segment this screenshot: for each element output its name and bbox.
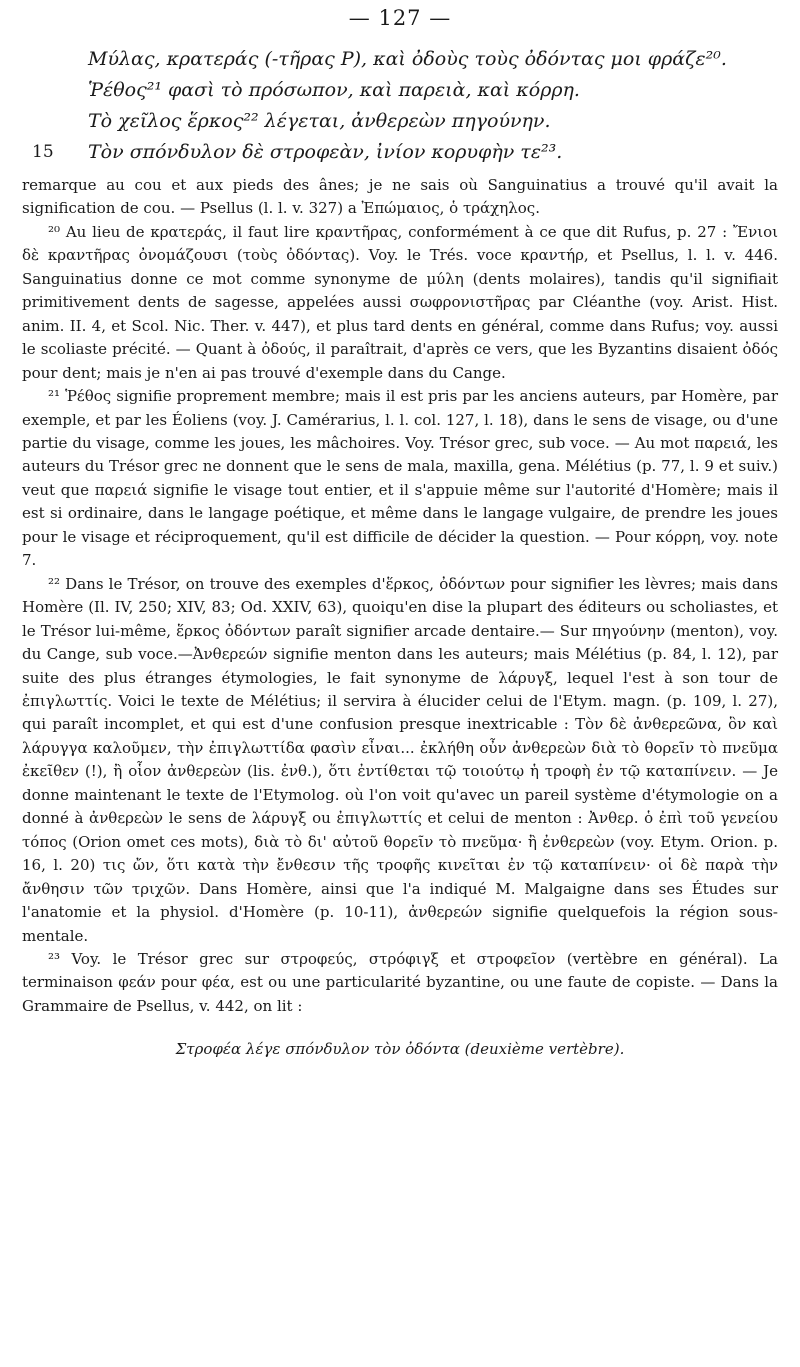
verse-text: Ῥέθος²¹ φασὶ τὸ πρόσωπον, καὶ παρειὰ, καὶ κόρρη. bbox=[88, 79, 580, 101]
verse-line bbox=[88, 106, 778, 137]
closing-quote: Στροφέα λέγε σπόνδυλον τὸν ὀδόντα (deuxième vertèbre). bbox=[175, 1040, 625, 1059]
footnote-20: ²⁰ Au lieu de κρατεράς, il faut lire κραντῆρας, conformément à ce que dit Rufus, p. 27 : Ἔνιοι δὲ κραντῆρας ὀνομάζουσι (τοὺς ὀδόντας). Voy. le Trés. voce κραντήρ, et Psellus, l. l. v. 446. Sanguinatius donne ce mot comme synonyme de μύλη (dents molaires), tandis qu'il signifiait primitivement dents de sagesse, appelées aussi σωφρονιστῆρας par Cléanthe (voy. Arist. Hist. anim. II. 4, et Scol. Nic. Ther. v. 447), et plus tard dents en général, comme dans Rufus; voy. aussi le scoliaste précité. — Quant à ὀδούς, il paraîtrait, d'après ce vers, que les Byzantins disaient ὀδός pour dent; mais je n'en ai pas trouvé d'exemple dans du Cange. bbox=[22, 222, 778, 382]
note-continuation: remarque au cou et aux pieds des ânes; je ne sais où Sanguinatius a trouvé qu'il avait la signification de cou. — Psellus (l. l. v. 327) a Ἐπώμαιος, ὁ τράχηλος. bbox=[22, 176, 778, 218]
footnote-23: ²³ Voy. le Trésor grec sur στροφεύς, στρόφιγξ et στροφεῖον (vertèbre en général). La terminaison φεάν pour φέα, est ou une particularité byzantine, ou une faute de copiste. — Dans la Grammaire de Psellus, v. 442, on lit : bbox=[22, 949, 778, 1015]
page-number: — 127 — bbox=[348, 6, 452, 30]
verse-text: Τὸ χεῖλος ἕρκος²² λέγεται, ἀνθερεὼν πηγούνην. bbox=[88, 110, 551, 132]
verse-text: Μύλας, κρατεράς (-τῆρας P), καὶ ὀδοὺς τοὺς ὀδόντας μοι φράζε²⁰. bbox=[88, 48, 727, 70]
footnote-21: ²¹ Ῥέθος signifie proprement membre; mais il est pris par les anciens auteurs, par Homère, par exemple, et par les Éoliens (voy. J. Camérarius, l. l. col. 127, l. 18), dans le sens de visage, ou d'une partie du visage, comme les joues, les mâchoires. Voy. Trésor grec, sub voce. — Au mot παρειά, les auteurs du Trésor grec ne donnent que le sens de mala, maxilla, gena. Mélétius (p. 77, l. 9 et suiv.) veut que παρειά signifie le visage tout entier, et il s'appuie même sur l'autorité d'Homère; mais il est si ordinaire, dans le langage poétique, et même dans le langage vulgaire, de prendre les joues pour le visage et réciproquement, qu'il est difficile de décider la question. — Pour κόρρη, voy. note 7. bbox=[22, 387, 778, 570]
verse-line bbox=[88, 44, 778, 75]
line-number: 15 bbox=[32, 142, 54, 162]
verse-line bbox=[88, 75, 778, 106]
footnotes bbox=[22, 174, 778, 1018]
footnote-22: ²² Dans le Trésor, on trouve des exemples d'ἕρκος, ὀδόντων pour signifier les lèvres; mais dans Homère (Il. IV, 250; XIV, 83; Od. XXIV, 63), quoiqu'en dise la plupart des éditeurs ou scholiastes, et le Trésor lui-même, ἕρκος ὀδόντων paraît signifier arcade dentaire.— Sur πηγούνην (menton), voy. du Cange, sub voce.—Ἀνθερεών signifie menton dans les auteurs; mais Mélétius (p. 84, l. 12), par suite des plus étranges étymologies, le fait synonyme de λάρυγξ, lequel l'est à son tour de ἐπιγλωττίς. Voici le texte de Mélétius; il servira à élucider celui de l'Etym. magn. (p. 109, l. 27), qui paraît incomplet, et qui est d'une confusion presque inextricable : Τὸν δὲ ἀνθερεῶνα, ὃν καὶ λάρυγγα καλοῦμεν, τὴν ἐπιγλωττίδα φασὶν εἶναι... ἐκλήθη οὖν ἀνθερεὼν διὰ τὸ θορεῖν τὸ πνεῦμα ἐκεῖθεν (!), ἢ οἷον ἀνθερεὼν (lis. ἐνθ.), ὅτι ἐντίθεται τῷ τοιούτῳ ἡ τροφὴ ἐν τῷ καταπίνειν. — Je donne maintenant le texte de l'Etymolog. où l'on voit qu'avec un pareil système d'étymologie on a donné à ἀνθερεὼν le sens de λάρυγξ ou ἐπιγλωττίς et celui de menton : Ἀνθερ. ὁ ἐπὶ τοῦ γενείου τόπος (Orion omet ces mots), διὰ τὸ δι' αὐτοῦ θορεῖν τὸ πνεῦμα· ἢ ἐνθερεὼν (voy. Etym. Orion. p. 16, l. 20) τις ὤν, ὅτι κατὰ τὴν ἔνθεσιν τῆς τροφῆς κινεῖται ἐν τῷ καταπίνειν· οἱ δὲ παρὰ τὴν ἄνθησιν τῶν τριχῶν. Dans Homère, ainsi que l'a indiqué M. Malgaigne dans ses Études sur l'anatomie et la physiol. d'Homère (p. 10-11), ἀνθερεών signifie quelquefois la région sous-mentale. bbox=[22, 574, 778, 945]
verse-line bbox=[32, 137, 778, 168]
verse-block bbox=[32, 44, 778, 168]
page bbox=[22, 6, 778, 1058]
verse-text: Τὸν σπόνδυλον δὲ στροφεὰν, ἰνίον κορυφὴν τε²³. bbox=[88, 141, 563, 163]
